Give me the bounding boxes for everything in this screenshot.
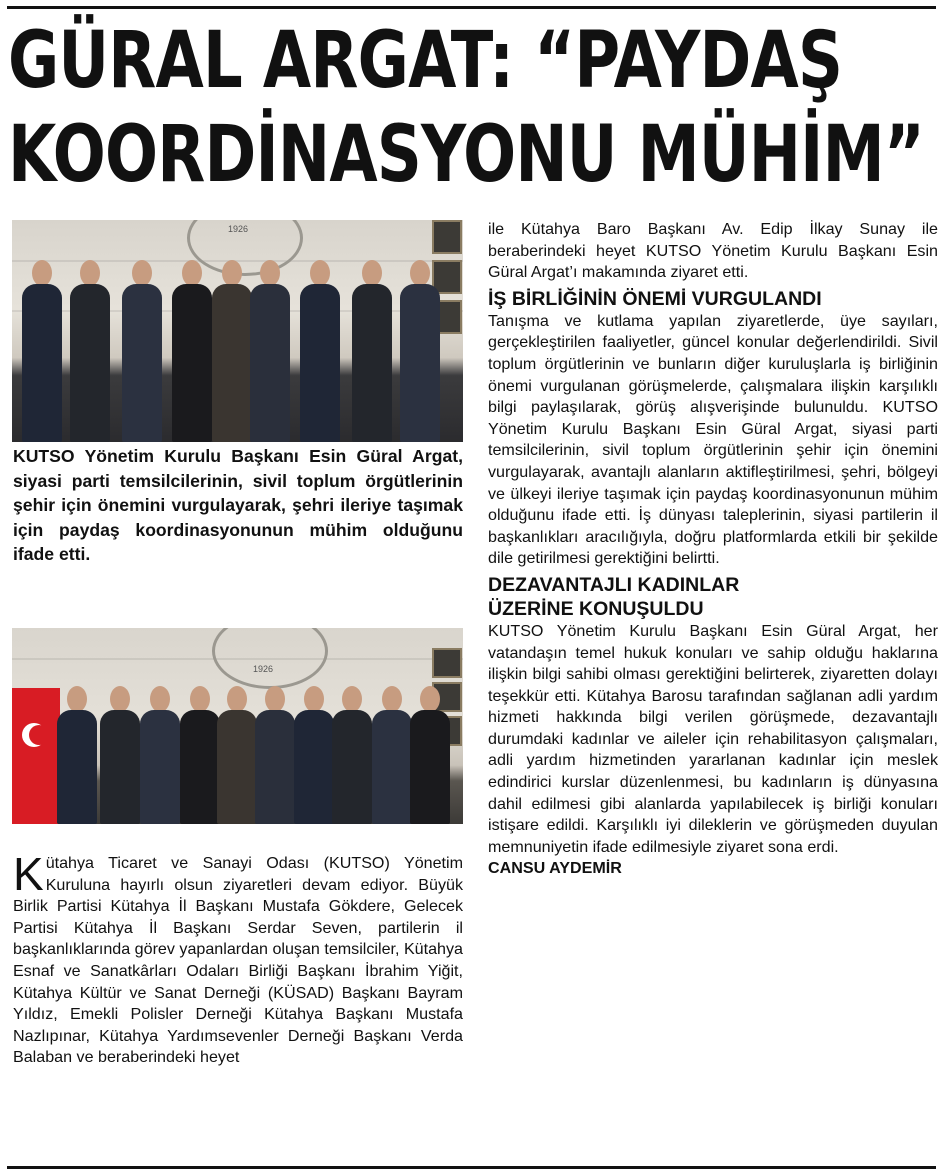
chamber-emblem bbox=[212, 628, 328, 689]
subheading-cooperation: İŞ BİRLİĞİNİN ÖNEMİ VURGULANDI bbox=[488, 287, 822, 310]
person-figure bbox=[140, 686, 180, 824]
bottom-rule bbox=[7, 1166, 936, 1169]
article-intro: ütahya Ticaret ve Sanayi Odası (KUTSO) Yönetim Kuruluna hayırlı olsun ziyaretleri devam ediyor. Büyük Birlik Partisi Kütahya İl Başkanı Mustafa Gökdere, Gelecek Partisi Kütahya İl Başkanı Serdar Seven, partilerin il başkanlıklarında görev yapanlardan oluşan temsilciler, Kütahya Esnaf ve Sanatkârları Odaları Birliği Başkanı İbrahim Yiğit, Kütahya Kültür ve Sanat Derneği (KÜSAD) Başkanı Bayram Yıldız, Emekli Polisler Derneği Kütahya Başkanı Mustafa Nazlıpınar, Kütahya Yardımsevenler Derneği Başkanı Verda Balaban ve beraberindeki heyet bbox=[13, 854, 463, 1067]
article-column-right bbox=[488, 219, 938, 880]
person-figure bbox=[332, 686, 372, 824]
person-figure bbox=[217, 686, 257, 824]
group-photo-1 bbox=[12, 220, 463, 442]
person-figure bbox=[410, 686, 450, 824]
article-paragraph-2: KUTSO Yönetim Kurulu Başkanı Esin Güral Argat, her vatandaşın temel hukuk konuları ve sahip olduğu haklarına ilişkin bilgi sahibi olması gerektiğini belirterek, ziyaretten dolayı teşekkür etti. Kütahya Barosu tarafından sağlanan adli yardım hizmeti hakkında bilgi verilen görüşmede, dezavantajlı durumdaki kadınlar ve aileler için rehabilitasyon çalışmaları, adli yardım hizmetinden yararlanan kadınlar için meslek edindirici kurslar düzenlenmesi, bu kadınların iş dünyasına dahil edilmesi gibi alanlarda yapılabilecek iş birliği konuları istişare edildi. Karşılıklı iyi dileklerin ve görüşmeden duyulan memnuniyetin ifade edilmesiyle ziyaret sona erdi. bbox=[488, 621, 938, 856]
person-figure bbox=[180, 686, 220, 824]
subheading-women bbox=[488, 573, 938, 621]
person-figure bbox=[294, 686, 334, 824]
person-figure bbox=[352, 260, 392, 442]
emblem-year: 1926 bbox=[253, 664, 274, 674]
person-figure bbox=[22, 260, 62, 442]
article-intro-continued: ile Kütahya Baro Başkanı Av. Edip İlkay Sunay ile beraberindeki heyet KUTSO Yönetim Kurulu Başkanı Esin Güral Argat’ı makamında ziyaret etti. bbox=[488, 220, 938, 282]
author-byline: CANSU AYDEMİR bbox=[488, 859, 622, 878]
article-paragraph-1: Tanışma ve kutlama yapılan ziyaretlerde, üye sayıları, gerçekleştirilen faaliyetler, güncel konular değerlendirildi. Sivil toplum örgütlerinin ve bunların diğer kuruluşlarla iş birliğinin önemi vurgulanan görüşmelerde, çalışmalara ilişkin karşılıklı bilgi paylaşılarak, görüş alışverişinde bulunuldu. KUTSO Yönetim Kurulu Başkanı Esin Güral Argat, siyasi parti temsilcilerinin, sivil toplum örgütlerinin şehir için önemini vurgulayarak, avantajlı alanların aktifleştirilmesi, şehri, bölgeyi ve ülkeyi ileriye taşımak için paydaş koordinasyonunun mühim olduğunu ifade etti. İş dünyası taleplerinin, siyasi partilerin il başkanlıkları aracılığıyla, doğru platformlarda etkili bir şekilde dile getirilmesi gerektiğini belirtti. bbox=[488, 311, 938, 568]
subheading-women-line-2: ÜZERİNE KONUŞULDU bbox=[488, 597, 704, 620]
person-figure bbox=[400, 260, 440, 442]
article-column-left bbox=[13, 848, 463, 1069]
person-figure bbox=[212, 260, 252, 442]
emblem-year: 1926 bbox=[228, 224, 249, 234]
turkish-flag bbox=[12, 688, 60, 824]
group-photo-2 bbox=[12, 628, 463, 824]
person-figure bbox=[372, 686, 412, 824]
person-figure bbox=[70, 260, 110, 442]
top-rule bbox=[7, 6, 936, 9]
person-figure bbox=[122, 260, 162, 442]
headline-line-2: KOORDİNASYONU MÜHİM” bbox=[8, 110, 925, 200]
headline-line-1: GÜRAL ARGAT: “PAYDAŞ bbox=[8, 16, 843, 106]
person-figure bbox=[172, 260, 212, 442]
subheading-women-line-1: DEZAVANTAJLI KADINLAR bbox=[488, 573, 740, 596]
person-figure bbox=[255, 686, 295, 824]
photo-caption: KUTSO Yönetim Kurulu Başkanı Esin Güral Argat, siyasi parti temsilcilerinin, sivil toplum örgütlerinin şehir için önemini vurgulayarak, şehri ileriye taşımak için paydaş koordinasyonunun mühim olduğunu ifade etti. bbox=[13, 446, 463, 564]
person-figure bbox=[100, 686, 140, 824]
person-figure bbox=[300, 260, 340, 442]
dropcap: K bbox=[13, 848, 44, 900]
person-figure bbox=[57, 686, 97, 824]
person-figure bbox=[250, 260, 290, 442]
headline bbox=[8, 14, 925, 202]
